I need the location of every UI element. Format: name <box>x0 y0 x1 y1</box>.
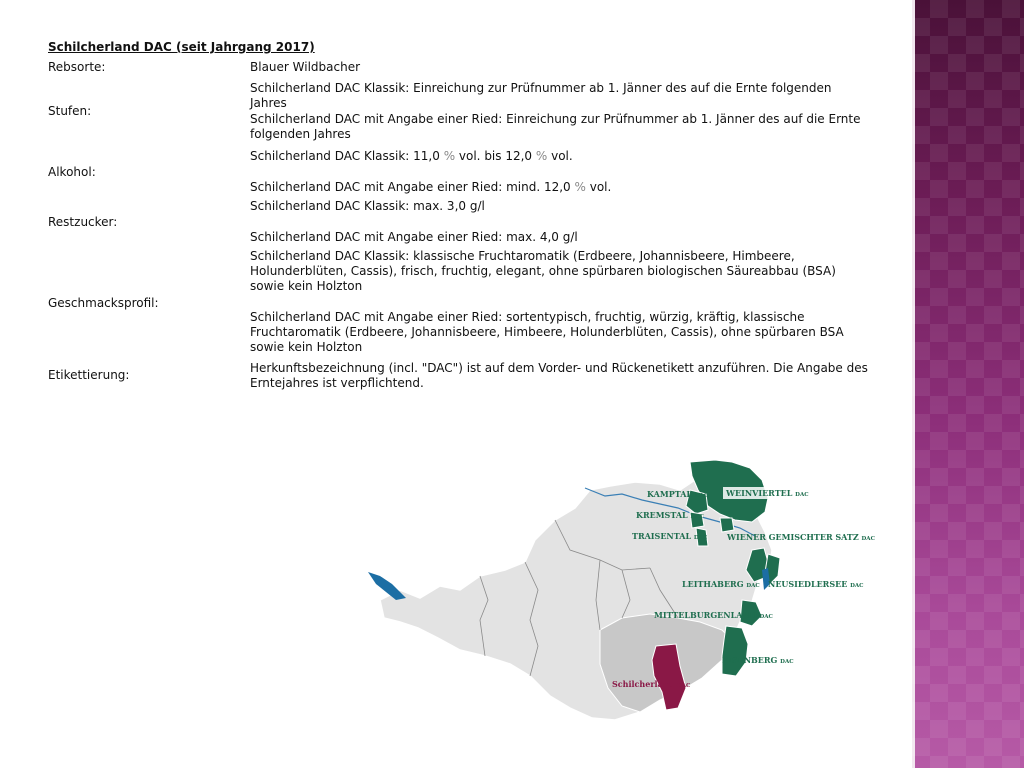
value-etikettierung: Herkunftsbezeichnung (incl. "DAC") ist auf dem Vorder- und Rückenetikett anzuführen. Die Angabe des Erntejahres ist verpflichtend. <box>250 361 868 390</box>
map-label-mittelburgenland: MITTELBURGENLAND DAC <box>654 610 773 620</box>
label-rebsorte: Rebsorte: <box>48 60 106 74</box>
map-label-traisental: TRAISENTAL DAC <box>632 531 708 541</box>
map-label-wiener-gemischter-satz: WIENER GEMISCHTER SATZ DAC <box>727 532 875 542</box>
map-label-kamptal: KAMPTAL DAC <box>647 489 709 499</box>
region-eisenberg <box>722 626 748 676</box>
percent-sign: % <box>574 180 586 194</box>
label-etikettierung: Etikettierung: <box>48 368 130 382</box>
label-geschmacksprofil: Geschmacksprofil: <box>48 296 159 310</box>
map-label-schilcherland: Schilcherland DAC <box>612 679 691 689</box>
value-rebsorte: Blauer Wildbacher <box>250 60 361 74</box>
value-restzucker-klassik: Schilcherland DAC Klassik: max. 3,0 g/l <box>250 199 485 213</box>
value-geschmack-ried: Schilcherland DAC mit Angabe einer Ried: sortentypisch, fruchtig, würzig, kräftig, klassische Fruchtaromatik (Erdbeere, Johannisbeere, Himbeere, Holunderblüten, Cassis), ohne spürbaren BSA sowie kein Holzton <box>250 310 844 354</box>
alkohol-klassik-suffix: vol. <box>547 149 573 163</box>
map-label-leithaberg: LEITHABERG DAC <box>682 579 760 589</box>
region-wiener-gemischter-satz <box>720 518 734 532</box>
decorative-sidebar <box>912 0 1024 768</box>
value-stufen-ried: Schilcherland DAC mit Angabe einer Ried: Einreichung zur Prüfnummer ab 1. Jänner des auf die Ernte folgenden Jahres <box>250 112 861 141</box>
slide-title: Schilcherland DAC (seit Jahrgang 2017) <box>48 40 315 54</box>
alkohol-klassik-prefix: Schilcherland DAC Klassik: 11,0 <box>250 149 444 163</box>
value-restzucker-ried: Schilcherland DAC mit Angabe einer Ried: max. 4,0 g/l <box>250 230 578 244</box>
map-label-weinviertel: WEINVIERTEL DAC <box>726 488 809 498</box>
value-stufen-klassik: Schilcherland DAC Klassik: Einreichung zur Prüfnummer ab 1. Jänner des auf die Ernte folgenden Jahres <box>250 81 832 110</box>
label-restzucker: Restzucker: <box>48 215 118 229</box>
percent-sign: % <box>443 149 456 163</box>
sidebar-pattern <box>912 0 1024 768</box>
austria-wine-map <box>360 450 875 740</box>
label-stufen: Stufen: <box>48 104 92 118</box>
alkohol-ried-suffix: vol. <box>585 180 612 194</box>
alkohol-ried-prefix: Schilcherland DAC mit Angabe einer Ried: mind. 12,0 <box>250 180 575 194</box>
percent-sign: % <box>535 149 548 163</box>
value-alkohol-ried <box>250 180 870 195</box>
austria-outline <box>380 478 772 720</box>
map-label-neusiedlersee: NEUSIEDLERSEE DAC <box>768 579 864 589</box>
value-alkohol-klassik <box>250 149 870 164</box>
map-label-eisenberg: EISENBERG DAC <box>722 655 794 665</box>
label-alkohol: Alkohol: <box>48 165 96 179</box>
map-label-kremstal: KREMSTAL DAC <box>636 510 704 520</box>
alkohol-klassik-mid: vol. bis 12,0 <box>455 149 536 163</box>
value-geschmack-klassik: Schilcherland DAC Klassik: klassische Fruchtaromatik (Erdbeere, Johannisbeere, Himbeere, Holunderblüten, Cassis), frisch, fruchtig, elegant, ohne spürbaren biologischen Säureabbau (BSA) sowie kein Holzton <box>250 249 836 293</box>
